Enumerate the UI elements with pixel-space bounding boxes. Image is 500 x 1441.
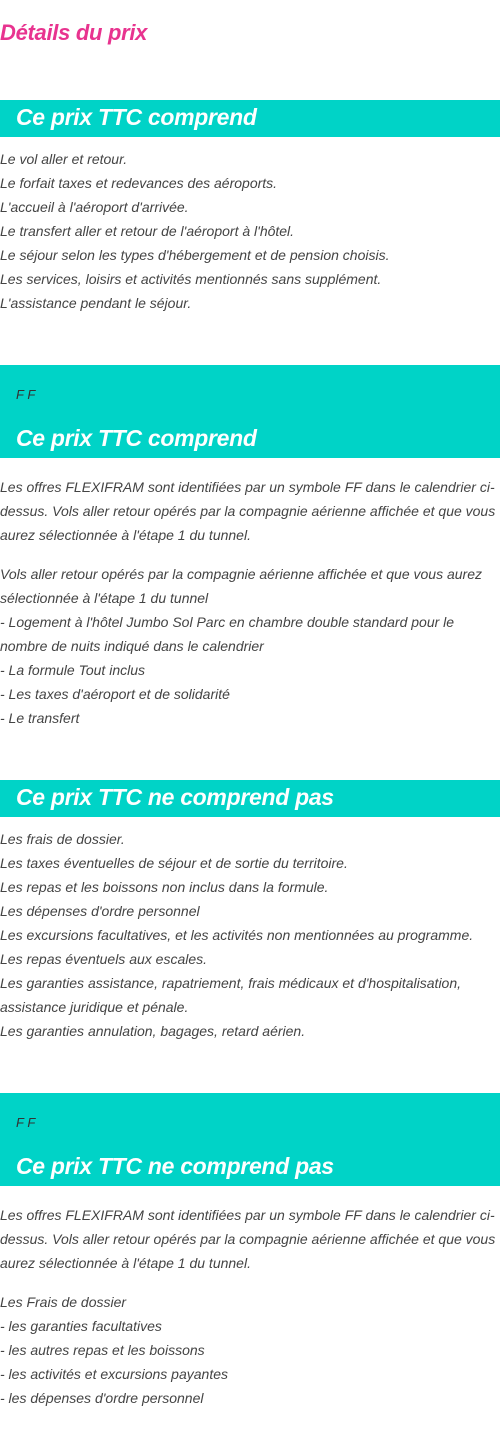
list-item: Les dépenses d'ordre personnel [0, 903, 200, 919]
list-item: Les taxes éventuelles de séjour et de sortie du territoire. [0, 855, 348, 871]
included-list [0, 147, 500, 315]
ff-included-heading: Ce prix TTC comprend [16, 425, 257, 451]
ff-included-header-band [0, 365, 500, 458]
not-included-heading: Ce prix TTC ne comprend pas [16, 784, 334, 810]
not-included-list [0, 827, 500, 1043]
ff-not-included-header-band [0, 1093, 500, 1186]
page-title: Détails du prix [0, 20, 148, 45]
list-item: L'assistance pendant le séjour. [0, 295, 192, 311]
ff-label: F F [16, 1115, 36, 1130]
list-item: Le transfert aller et retour de l'aéroport à l'hôtel. [0, 223, 295, 239]
list-item: Les garanties assistance, rapatriement, frais médicaux et d'hospitalisation, [0, 975, 462, 991]
list-item: Les frais de dossier. [0, 831, 125, 847]
included-heading: Ce prix TTC comprend [16, 104, 257, 130]
ff-included-body: Vols aller retour opérés par la compagnie aérienne affichée et que vous aurez sélectionnée à l'étape 1 du tunnel - Logement à l'hôtel Jumbo Sol Parc en chambre double standard pour le nombre de nuits indiqué dans le calendrier - La formule Tout inclus - Les taxes d'aéroport et de solidarité - Le transfert [0, 566, 482, 726]
ff-label: F F [16, 387, 36, 402]
list-item: Le vol aller et retour. [0, 151, 128, 167]
ff-not-included-heading: Ce prix TTC ne comprend pas [16, 1153, 334, 1179]
list-item: Le forfait taxes et redevances des aéroports. [0, 175, 278, 191]
list-item: assistance juridique et pénale. [0, 999, 189, 1015]
not-included-header-band [0, 780, 500, 817]
list-item: Le séjour selon les types d'hébergement et de pension choisis. [0, 247, 390, 263]
ff-not-included-body: Les Frais de dossier - les garanties facultatives - les autres repas et les boissons - les activités et excursions payantes - les dépenses d'ordre personnel [0, 1294, 228, 1406]
ff-included-intro: Les offres FLEXIFRAM sont identifiées par un symbole FF dans le calendrier ci- dessus. Vols aller retour opérés par la compagnie aérienne affichée et que vous aurez sélectionnée à l'étape 1 du tunnel. [0, 479, 496, 543]
list-item: Les garanties annulation, bagages, retard aérien. [0, 1023, 306, 1039]
list-item: Les excursions facultatives, et les activités non mentionnées au programme. [0, 927, 474, 943]
list-item: L'accueil à l'aéroport d'arrivée. [0, 199, 189, 215]
ff-not-included-intro: Les offres FLEXIFRAM sont identifiées par un symbole FF dans le calendrier ci- dessus. Vols aller retour opérés par la compagnie aérienne affichée et que vous aurez sélectionnée à l'étape 1 du tunnel. [0, 1207, 496, 1271]
list-item: Les repas et les boissons non inclus dans la formule. [0, 879, 329, 895]
list-item: Les services, loisirs et activités mentionnés sans supplément. [0, 271, 382, 287]
included-header-band [0, 100, 500, 137]
list-item: Les repas éventuels aux escales. [0, 951, 208, 967]
